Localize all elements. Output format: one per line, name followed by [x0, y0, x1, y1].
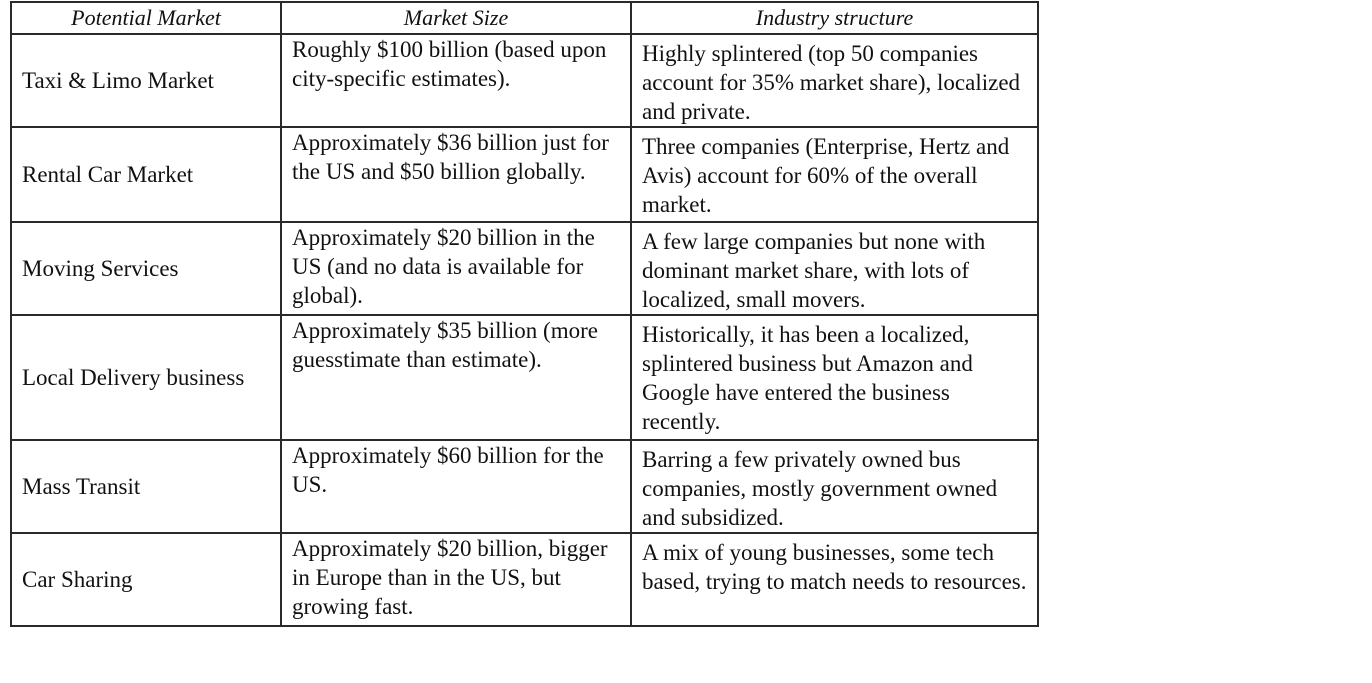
cell-potential-market: Car Sharing: [11, 533, 281, 626]
header-row: [11, 2, 1038, 34]
table-row: [11, 533, 1038, 626]
market-comparison-table: [10, 1, 1039, 627]
cell-market-size: Approximately $20 billion in the US (and no data is available for global).: [281, 222, 631, 315]
cell-industry-structure: A few large companies but none with dominant market share, with lots of localized, small movers.: [631, 222, 1038, 315]
header-industry-structure: Industry structure: [631, 2, 1038, 34]
cell-potential-market: Mass Transit: [11, 440, 281, 533]
cell-potential-market: Taxi & Limo Market: [11, 34, 281, 127]
cell-potential-market: Rental Car Market: [11, 127, 281, 222]
table-row: [11, 127, 1038, 222]
table-row: [11, 315, 1038, 440]
cell-market-size: Approximately $60 billion for the US.: [281, 440, 631, 533]
table-body: [11, 34, 1038, 626]
cell-industry-structure: Historically, it has been a localized, splintered business but Amazon and Google have entered the business recently.: [631, 315, 1038, 440]
cell-market-size: Roughly $100 billion (based upon city-specific estimates).: [281, 34, 631, 127]
table-header: [11, 2, 1038, 34]
cell-market-size: Approximately $35 billion (more guesstimate than estimate).: [281, 315, 631, 440]
cell-market-size: Approximately $20 billion, bigger in Europe than in the US, but growing fast.: [281, 533, 631, 626]
cell-industry-structure: Highly splintered (top 50 companies account for 35% market share), localized and private.: [631, 34, 1038, 127]
cell-market-size: Approximately $36 billion just for the US and $50 billion globally.: [281, 127, 631, 222]
cell-industry-structure: Barring a few privately owned bus companies, mostly government owned and subsidized.: [631, 440, 1038, 533]
table-row: [11, 222, 1038, 315]
cell-potential-market: Moving Services: [11, 222, 281, 315]
table-row: [11, 440, 1038, 533]
table-row: [11, 34, 1038, 127]
cell-industry-structure: A mix of young businesses, some tech based, trying to match needs to resources.: [631, 533, 1038, 626]
cell-industry-structure: Three companies (Enterprise, Hertz and Avis) account for 60% of the overall market.: [631, 127, 1038, 222]
cell-potential-market: Local Delivery business: [11, 315, 281, 440]
header-potential-market: Potential Market: [11, 2, 281, 34]
header-market-size: Market Size: [281, 2, 631, 34]
